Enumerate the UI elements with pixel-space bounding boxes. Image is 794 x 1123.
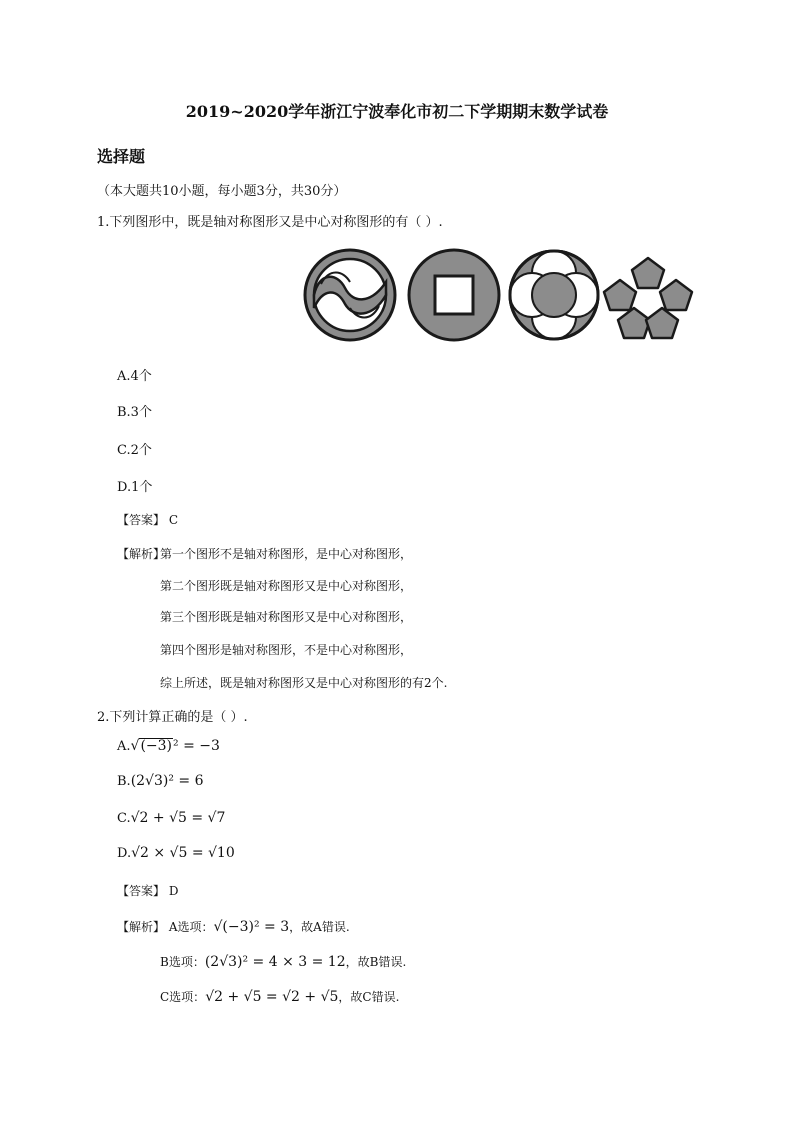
q1-figures — [303, 246, 695, 348]
q1-figures-svg — [303, 246, 695, 344]
q1-analysis-line-2: 第二个图形既是轴对称图形又是中心对称图形， — [160, 579, 413, 593]
q2-option-d-math: √2 × √5 = √10 — [131, 845, 235, 861]
q1-analysis-label: 【解析】 — [117, 547, 166, 561]
q1-option-d[interactable]: D.1个 — [117, 480, 153, 495]
q2-option-c-math: √2 + √5 = √7 — [130, 810, 226, 826]
section-heading: 选择题 — [97, 147, 146, 166]
q1-answer: C — [168, 513, 179, 527]
page-title: 2019~2020学年浙江宁波奉化市初二下学期期末数学试卷 — [185, 102, 609, 121]
q1-answer-label: 【答案】 — [117, 513, 166, 527]
figure-four-petal-flower — [510, 251, 598, 339]
q2-option-a-prefix: A. — [117, 739, 131, 754]
instruction: （本大题共10小题，每小题3分，共30分） — [97, 184, 347, 199]
q2-analysis-b-prefix: B选项： — [160, 955, 205, 969]
figure-pentagon-flower — [604, 258, 692, 338]
q1-option-a[interactable]: A.4个 — [117, 369, 152, 384]
q2-analysis-label: 【解析】 — [117, 920, 166, 934]
q1-analysis-line-3: 第三个图形既是轴对称图形又是中心对称图形， — [160, 610, 413, 624]
q1-analysis-line-5: 综上所述，既是轴对称图形又是中心对称图形的有2个. — [160, 676, 448, 690]
q2-option-a-tail: ² = −3 — [173, 738, 220, 754]
q2-answer: D — [168, 884, 179, 898]
q2-analysis-c-prefix: C选项： — [160, 990, 206, 1004]
figure-yin-yang-coin — [305, 250, 395, 340]
q1-option-b[interactable]: B.3个 — [117, 405, 152, 420]
q2-option-b-prefix: B. — [117, 774, 131, 789]
q2-analysis-a-prefix: A选项： — [168, 920, 214, 934]
q2-option-b[interactable] — [117, 773, 204, 789]
q2-answer-label: 【答案】 — [117, 884, 166, 898]
q1-stem: 1.下列图形中，既是轴对称图形又是中心对称图形的有（ ）. — [97, 215, 443, 230]
q2-option-d[interactable] — [117, 845, 235, 861]
q2-analysis-c-math: √2 + √5 = √2 + √5 — [205, 989, 339, 1005]
q1-analysis-line-4: 第四个图形是轴对称图形，不是中心对称图形， — [160, 643, 413, 657]
figure-square-hole-coin — [409, 250, 499, 340]
q2-option-d-prefix: D. — [117, 846, 132, 861]
q2-option-a-radicand: (−3) — [140, 738, 173, 754]
q2-analysis-a-tail: ，故A错误. — [289, 920, 350, 934]
q2-analysis-c-tail: ，故C错误. — [338, 990, 400, 1004]
q2-option-a[interactable] — [117, 738, 220, 754]
q2-option-b-math: (2√3)² = 6 — [130, 773, 204, 789]
q2-stem: 2.下列计算正确的是（ ）. — [97, 710, 248, 725]
q1-analysis-line-1: 第一个图形不是轴对称图形，是中心对称图形， — [160, 547, 413, 561]
q2-option-c[interactable] — [117, 810, 225, 826]
q2-analysis-b-tail: ，故B错误. — [345, 955, 407, 969]
q1-option-c[interactable]: C.2个 — [117, 443, 152, 458]
q2-option-c-prefix: C. — [117, 811, 131, 826]
sqrt-symbol: √ — [130, 738, 140, 754]
q2-analysis-b-math: (2√3)² = 4 × 3 = 12 — [204, 954, 346, 970]
q2-analysis-a-math: √(−3)² = 3 — [213, 919, 290, 935]
